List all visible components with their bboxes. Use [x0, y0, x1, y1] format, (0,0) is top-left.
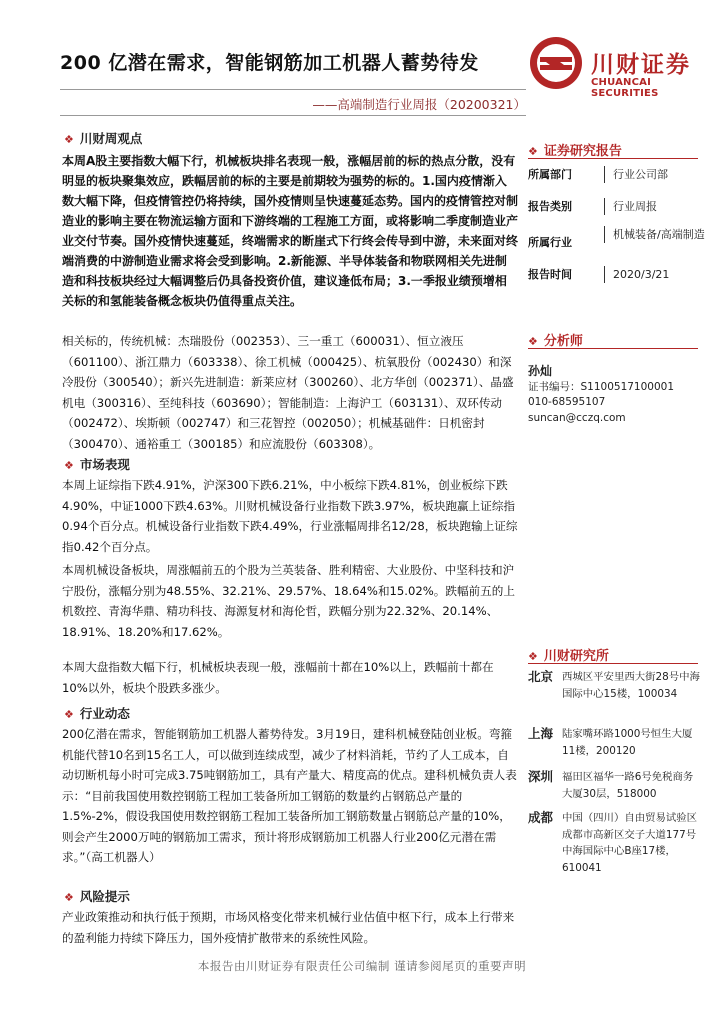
analyst-name: 孙灿 — [528, 364, 553, 378]
market-paragraph-3: 本周大盘指数大幅下行，机械板块表现一般，涨幅前十都在10%以上，跌幅前十都在10%以外，板块个股跌多涨少。 — [62, 660, 494, 695]
section-heading-industry: ❖ 行业动态 — [64, 706, 130, 721]
office-city-chengdu: 成都 — [528, 810, 554, 825]
diamond-bullet-icon: ❖ — [64, 133, 74, 146]
analyst-cert: 证书编号：S1100517100001 — [528, 380, 675, 393]
analyst-heading-rule — [528, 348, 698, 349]
diamond-bullet-icon: ❖ — [528, 335, 538, 348]
sidebar-heading-rule — [528, 158, 698, 159]
company-logo — [528, 30, 698, 100]
section-heading-risk: ❖ 风险提示 — [64, 889, 130, 904]
page-footer-disclaimer: 本报告由川财证券有限责任公司编制 谨请参阅尾页的重要声明 — [197, 959, 527, 973]
office-city-beijing: 北京 — [528, 669, 554, 684]
office-address-chengdu: 中国（四川）自由贸易试验区成都市高新区交子大道177号中海国际中心B座17楼，610041 — [562, 812, 698, 874]
industry-paragraph: 200亿潜在需求，智能钢筋加工机器人蓄势待发。3月19日，建科机械登陆创业板。弯箍机能代替10名到15名工人，可以做到连续成型，减少了材料消耗，节约了人工成本，自动切断机每小时可完成3.75吨钢筋加工，具有产量大、精度高的优点。建科机械负责人表示：“目前我国使用数控钢筋工程加工装备所加工钢筋的数量约占钢筋总产量的1.5%-2%，假设我国使用数控钢筋工程加工装备所加工钢筋数量占钢筋总产量的10%，则会产生2000万吨的钢筋加工需求，预计将形成钢筋加工机器人行业200亿元潜在需求。”（高工机器人） — [62, 727, 517, 864]
logo-chinese-name: 川财证券 — [591, 52, 691, 78]
diamond-bullet-icon: ❖ — [64, 459, 74, 472]
diamond-bullet-icon: ❖ — [528, 650, 538, 663]
diamond-bullet-icon: ❖ — [64, 708, 74, 721]
office-address-shanghai: 陆家嘴环路1000号恒生大厦11楼，200120 — [562, 728, 693, 757]
report-title: 200 亿潜在需求，智能钢筋加工机器人蓄势待发 — [60, 52, 479, 74]
risk-paragraph: 产业政策推动和执行低于预期，市场风格变化带来机械行业估值中枢下行，成本上行带来的盈利能力持续下降压力，国外疫情扩散带来的系统性风险。 — [62, 910, 515, 945]
logo-english-name: CHUANCAI SECURITIES — [591, 77, 659, 99]
diamond-bullet-icon: ❖ — [64, 891, 74, 904]
sidebar-heading-report: ❖ 证券研究报告 — [528, 144, 622, 159]
office-address-shenzhen: 福田区福华一路6号免税商务大厦30层，518000 — [562, 771, 694, 800]
analyst-info — [528, 364, 674, 426]
section-heading-market: ❖ 市场表现 — [64, 457, 130, 472]
logo-emblem-icon — [528, 35, 584, 91]
sidebar-heading-analyst: ❖ 分析师 — [528, 334, 583, 349]
market-paragraph-1: 本周上证综指下跌4.91%，沪深300下跌6.21%，中小板综下跌4.81%，创业板综下跌4.90%，中证1000下跌4.63%。川财机械设备行业指数下跌3.97%，板块跑赢上证综指0.94个百分点。机械设备行业指数下跌4.49%，行业涨幅周排名12/28，板块跑输上证综指0.42个百分点。 — [62, 478, 518, 554]
institute-heading-rule — [528, 663, 698, 664]
report-subtitle: ——高端制造行业周报（20200321） — [312, 97, 526, 112]
diamond-bullet-icon: ❖ — [528, 145, 538, 158]
related-stocks: 相关标的，传统机械：杰瑞股份（002353）、三一重工（600031）、恒立液压（601100）、浙江鼎力（603338）、徐工机械（000425）、杭氧股份（002430）和深冷股份（300540）；新兴先进制造：新莱应材（300260）、北方华创（002371）、晶盛机电（300316）、至纯科技（603690）；智能制造：上海沪工（603131）、双环传动（002472）、埃斯顿（002747）和三花智控（002050）；机械基础件：日机密封（300470）、通裕重工（300185）和应流股份（603308）。 — [62, 334, 514, 451]
section-heading-viewpoint: ❖ 川财周观点 — [64, 131, 143, 146]
viewpoint-summary: 本周A股主要指数大幅下行，机械板块排名表现一般，涨幅居前的标的热点分散，没有明显的板块聚集效应，跌幅居前的标的主要是前期较为强势的标的。1.国内疫情渐入数大幅下降，但疫情管控仍将持续，国外疫情则呈快速蔓延态势。国内的疫情管控对制造业的影响主要在物流运输方面和下游终端的工程施工方面，或将影响二季度制造业产业交付节奏。国外疫情快速蔓延，终端需求的断崖式下行终会传导到中游，未来面对终端消费的中游制造业需求将会受到影响。2.新能源、半导体装备和物联网相关先进制造和科技板块经过大幅调整后仍具备投资价值，建议逢低布局；3.一季报业绩预增相关标的和氢能装备概念板块仍值得重点关注。 — [62, 154, 519, 308]
market-paragraph-2: 本周机械设备板块，周涨幅前五的个股为兰英装备、胜利精密、大业股份、中坚科技和沪宁股份，涨幅分别为48.55%、32.21%、29.57%、18.64%和15.02%。跌幅前五的上机数控、青海华鼎、精功科技、海源复材和海伦哲，跌幅分别为22.32%、20.14%、18.91%、18.20%和17.62%。 — [62, 563, 515, 639]
title-rule — [60, 89, 526, 90]
sidebar-heading-institute: ❖ 川财研究所 — [528, 649, 609, 664]
office-address-beijing: 西城区平安里西大街28号中海国际中心15楼，100034 — [562, 671, 700, 700]
analyst-email[interactable]: suncan@cczq.com — [528, 411, 626, 424]
subtitle-rule — [60, 115, 526, 116]
office-city-shenzhen: 深圳 — [528, 769, 554, 784]
analyst-phone: 010-68595107 — [528, 396, 606, 408]
office-city-shanghai: 上海 — [528, 726, 554, 741]
